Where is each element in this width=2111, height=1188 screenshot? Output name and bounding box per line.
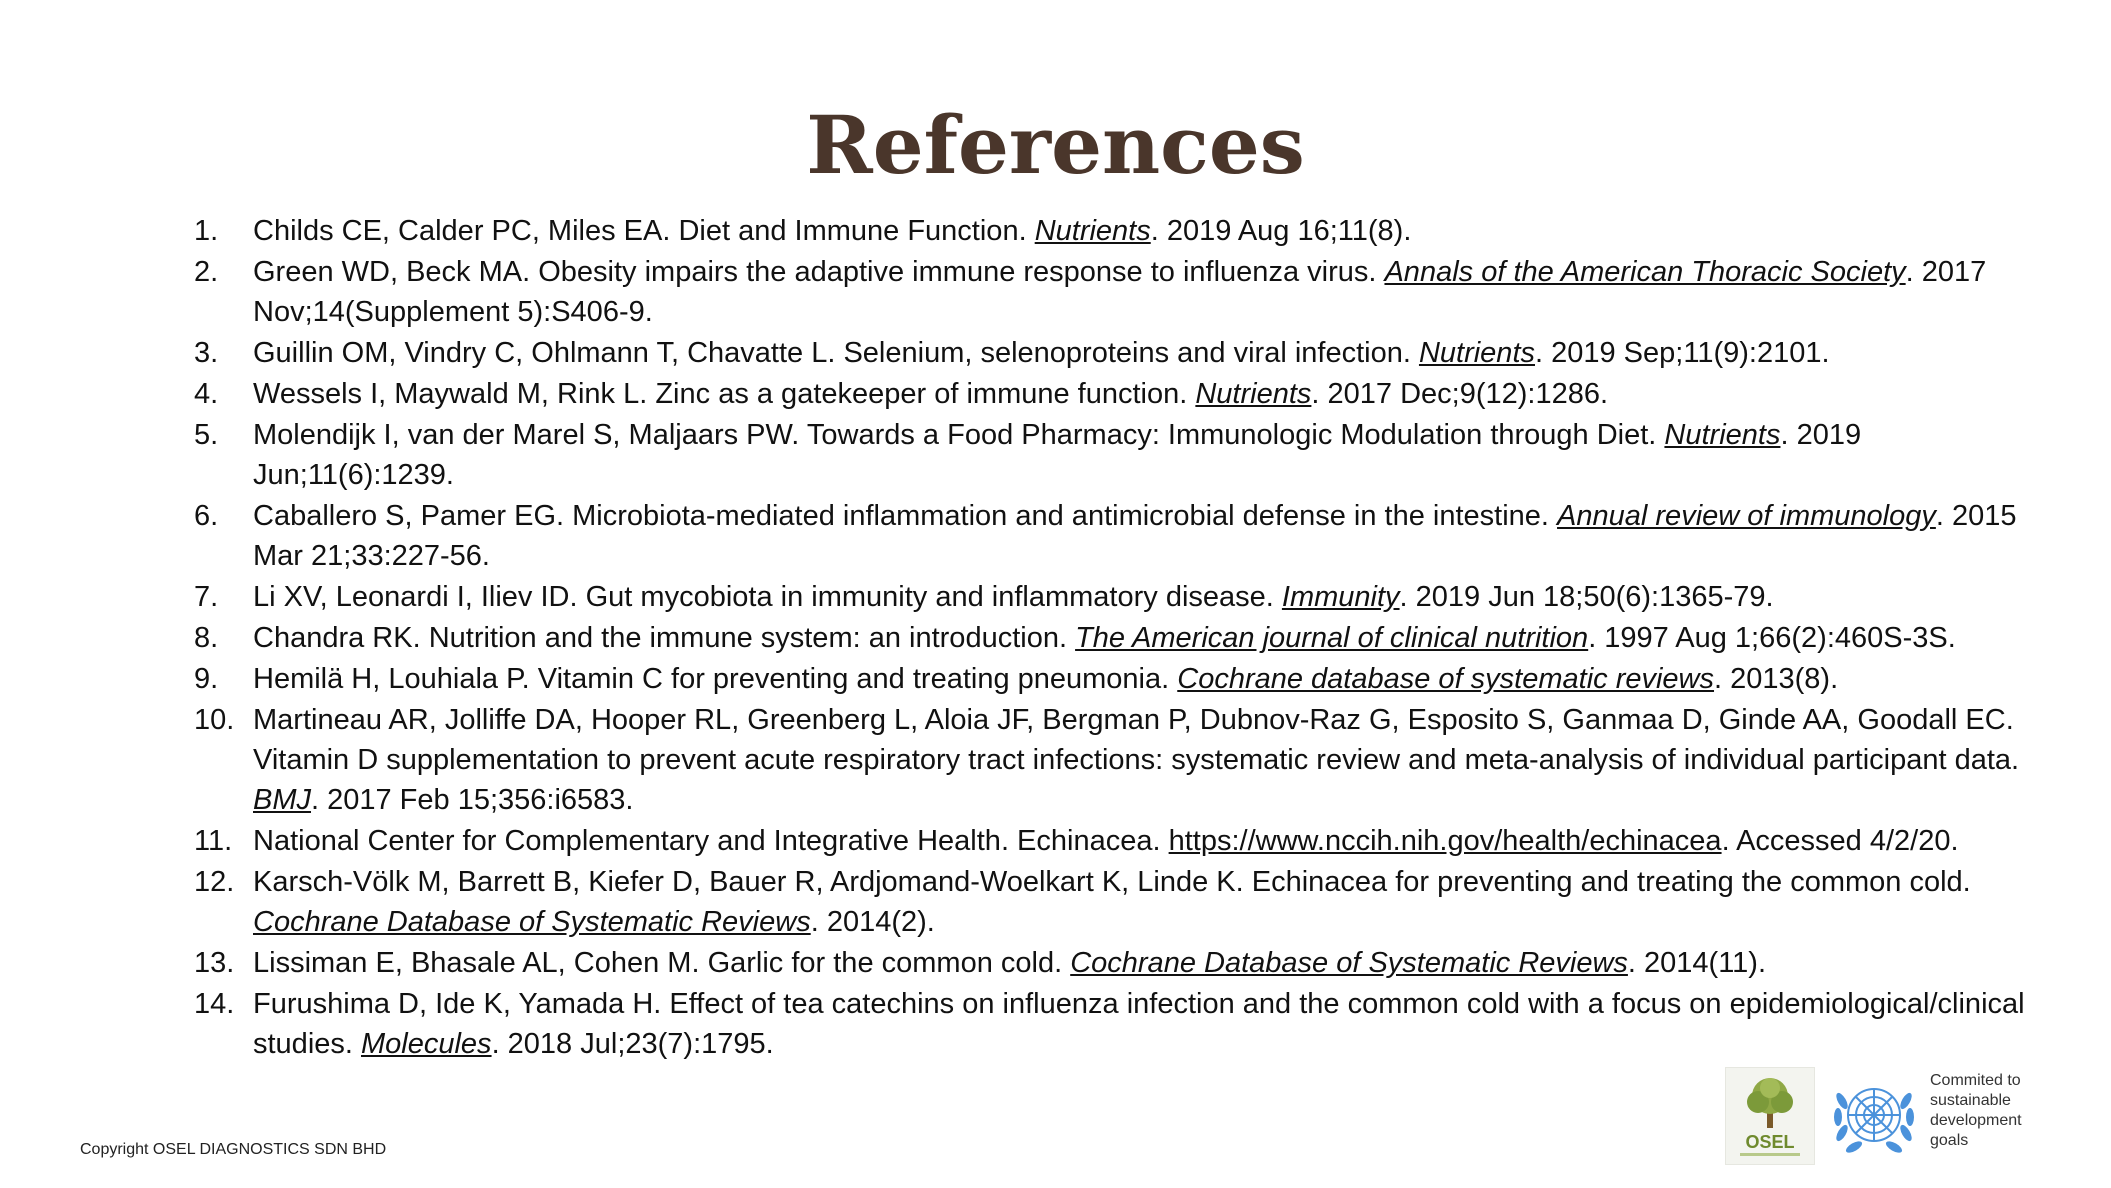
reference-citation: Lissiman E, Bhasale AL, Cohen M. Garlic for the common cold. bbox=[253, 947, 1071, 979]
reference-url-link[interactable]: https://www.nccih.nih.gov/health/echinacea bbox=[1168, 825, 1722, 857]
reference-text bbox=[253, 618, 2039, 658]
reference-text bbox=[253, 943, 2039, 983]
reference-number: 11. bbox=[194, 825, 233, 857]
reference-details: . 2015 Mar 21;33:227-56. bbox=[253, 500, 2017, 572]
reference-details: . 2019 Jun 18;50(6):1365-79. bbox=[1399, 581, 1774, 613]
reference-citation: Molendijk I, van der Marel S, Maljaars PW. Towards a Food Pharmacy: Immunologic Modulation through Diet. bbox=[253, 419, 1665, 451]
reference-text bbox=[253, 821, 2039, 861]
reference-citation: Martineau AR, Jolliffe DA, Hooper RL, Greenberg L, Aloia JF, Bergman P, Dubnov-Raz G, Esposito S, Ganmaa D, Ginde AA, Goodall EC. Vitamin D supplementation to prevent acute respiratory tract infections: systematic review and meta-analysis of individual participant data. bbox=[253, 704, 2020, 776]
journal-link[interactable]: Nutrients bbox=[1195, 378, 1312, 410]
reference-text bbox=[253, 374, 2039, 414]
osel-logo-text: OSEL bbox=[1745, 1132, 1795, 1152]
reference-details: . 2017 Feb 15;356:i6583. bbox=[311, 784, 634, 816]
sdg-line: development bbox=[1930, 1112, 2022, 1129]
reference-text bbox=[253, 700, 2039, 820]
reference-citation: Furushima D, Ide K, Yamada H. Effect of tea catechins on influenza infection and the common cold with a focus on epidemiological/clinical studies. bbox=[253, 988, 2025, 1060]
journal-link[interactable]: Cochrane database of systematic reviews bbox=[1177, 663, 1715, 695]
reference-text bbox=[253, 415, 2039, 495]
journal-link[interactable]: Annual review of immunology bbox=[1557, 500, 1936, 532]
reference-item bbox=[194, 984, 2039, 1064]
reference-number: 14. bbox=[194, 988, 235, 1020]
reference-details: . 2014(11). bbox=[1627, 947, 1767, 979]
reference-citation: Childs CE, Calder PC, Miles EA. Diet and Immune Function. bbox=[253, 215, 1035, 247]
reference-item bbox=[194, 252, 2039, 332]
reference-number: 8. bbox=[194, 622, 219, 654]
reference-details: . Accessed 4/2/20. bbox=[1721, 825, 1959, 857]
page-title: References bbox=[806, 98, 1305, 192]
sdg-line: sustainable bbox=[1930, 1092, 2011, 1109]
reference-number: 7. bbox=[194, 581, 219, 613]
references-list bbox=[194, 211, 2039, 1065]
reference-citation: Karsch-Völk M, Barrett B, Kiefer D, Bauer R, Ardjomand-Woelkart K, Linde K. Echinacea for preventing and treating the common cold. bbox=[253, 866, 1971, 898]
reference-number: 1. bbox=[194, 215, 219, 247]
reference-citation: Green WD, Beck MA. Obesity impairs the adaptive immune response to influenza virus. bbox=[253, 256, 1385, 288]
reference-number: 9. bbox=[194, 663, 219, 695]
reference-item bbox=[194, 415, 2039, 495]
journal-link[interactable]: Cochrane Database of Systematic Reviews bbox=[1070, 947, 1628, 979]
journal-link[interactable]: Nutrients bbox=[1034, 215, 1151, 247]
sdg-line: goals bbox=[1930, 1132, 1969, 1149]
journal-link[interactable]: Annals of the American Thoracic Society bbox=[1384, 256, 1906, 288]
reference-text bbox=[253, 984, 2039, 1064]
reference-number: 13. bbox=[194, 947, 235, 979]
reference-item bbox=[194, 821, 2039, 861]
journal-link[interactable]: Nutrients bbox=[1418, 337, 1535, 369]
copyright-text: Copyright OSEL DIAGNOSTICS SDN BHD bbox=[80, 1141, 387, 1158]
reference-details: . 2017 Nov;14(Supplement 5):S406-9. bbox=[253, 256, 1987, 328]
reference-citation: National Center for Complementary and Integrative Health. Echinacea. bbox=[253, 825, 1169, 857]
reference-details: . 2019 Sep;11(9):2101. bbox=[1535, 337, 1830, 369]
reference-item bbox=[194, 211, 2039, 251]
reference-text bbox=[253, 496, 2039, 576]
journal-link[interactable]: Cochrane Database of Systematic Reviews bbox=[253, 906, 811, 938]
reference-item bbox=[194, 659, 2039, 699]
reference-item bbox=[194, 943, 2039, 983]
reference-details: . 2019 Jun;11(6):1239. bbox=[253, 419, 1862, 491]
reference-details: . 2017 Dec;9(12):1286. bbox=[1311, 378, 1609, 410]
reference-text bbox=[253, 252, 2039, 332]
reference-details: . 2014(2). bbox=[810, 906, 935, 938]
reference-item bbox=[194, 700, 2039, 820]
reference-number: 12. bbox=[194, 866, 235, 898]
reference-text bbox=[253, 577, 2039, 617]
reference-details: . 2018 Jul;23(7):1795. bbox=[491, 1028, 774, 1060]
reference-number: 6. bbox=[194, 500, 219, 532]
reference-details: . 1997 Aug 1;66(2):460S-3S. bbox=[1588, 622, 1956, 654]
reference-item bbox=[194, 496, 2039, 576]
osel-tree-icon bbox=[1726, 1068, 1814, 1164]
reference-number: 5. bbox=[194, 419, 219, 451]
journal-link[interactable]: Nutrients bbox=[1664, 419, 1781, 451]
sdg-commitment-text bbox=[1930, 1071, 2080, 1151]
reference-citation: Guillin OM, Vindry C, Ohlmann T, Chavatte L. Selenium, selenoproteins and viral infection. bbox=[253, 337, 1419, 369]
reference-item bbox=[194, 333, 2039, 373]
reference-citation: Hemilä H, Louhiala P. Vitamin C for preventing and treating pneumonia. bbox=[253, 663, 1178, 695]
reference-item bbox=[194, 374, 2039, 414]
sdg-line: Commited to bbox=[1930, 1072, 2021, 1089]
journal-link[interactable]: Immunity bbox=[1281, 581, 1400, 613]
reference-citation: Li XV, Leonardi I, Iliev ID. Gut mycobiota in immunity and inflammatory disease. bbox=[253, 581, 1282, 613]
reference-number: 10. bbox=[194, 704, 235, 736]
reference-details: . 2013(8). bbox=[1714, 663, 1839, 695]
journal-link[interactable]: BMJ bbox=[253, 784, 311, 816]
reference-item bbox=[194, 577, 2039, 617]
reference-citation: Chandra RK. Nutrition and the immune system: an introduction. bbox=[253, 622, 1076, 654]
reference-item bbox=[194, 862, 2039, 942]
journal-link[interactable]: Molecules bbox=[361, 1028, 492, 1060]
reference-text bbox=[253, 862, 2039, 942]
reference-number: 2. bbox=[194, 256, 219, 288]
osel-logo bbox=[1725, 1067, 1815, 1165]
reference-details: . 2019 Aug 16;11(8). bbox=[1150, 215, 1412, 247]
un-emblem-icon bbox=[1830, 1071, 1918, 1159]
reference-number: 3. bbox=[194, 337, 219, 369]
reference-item bbox=[194, 618, 2039, 658]
reference-citation: Wessels I, Maywald M, Rink L. Zinc as a gatekeeper of immune function. bbox=[253, 378, 1196, 410]
reference-text bbox=[253, 659, 2039, 699]
reference-number: 4. bbox=[194, 378, 219, 410]
journal-link[interactable]: The American journal of clinical nutrition bbox=[1075, 622, 1589, 654]
reference-text bbox=[253, 333, 2039, 373]
reference-citation: Caballero S, Pamer EG. Microbiota-mediated inflammation and antimicrobial defense in the intestine. bbox=[253, 500, 1558, 532]
reference-text bbox=[253, 211, 2039, 251]
